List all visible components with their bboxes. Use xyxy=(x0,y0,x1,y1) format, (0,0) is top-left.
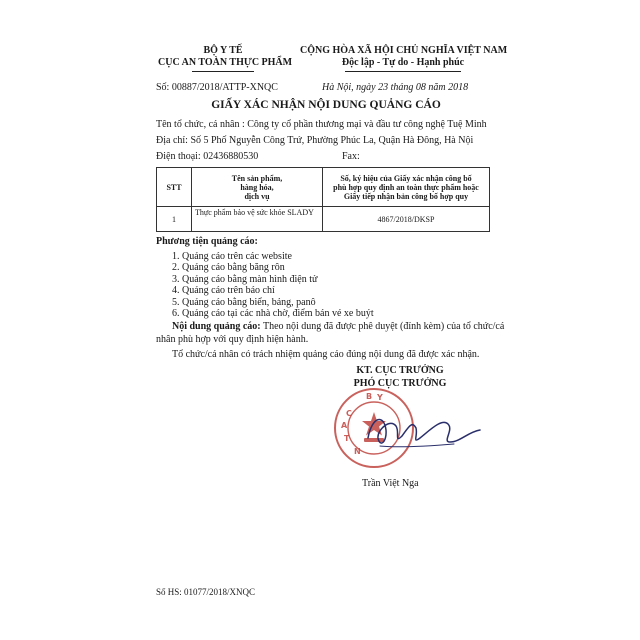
list-item: 4. Quảng cáo trên báo chí xyxy=(172,285,275,297)
svg-text:B: B xyxy=(366,392,373,401)
col-product-line3: dịch vụ xyxy=(244,191,270,201)
media-heading: Phương tiện quảng cáo: xyxy=(156,236,258,247)
col-product xyxy=(192,168,323,207)
list-item: 2. Quảng cáo bằng băng rôn xyxy=(172,262,285,274)
row-certificate: 4867/2018/DKSP xyxy=(323,207,490,232)
dossier-number: Số HS: 01077/2018/XNQC xyxy=(156,587,256,597)
org-address-line xyxy=(156,135,473,147)
product-table xyxy=(156,167,490,232)
svg-text:N: N xyxy=(354,447,361,456)
ministry-name: BỘ Y TẾ xyxy=(203,45,243,56)
svg-text:T: T xyxy=(344,434,350,443)
signatory-position: PHÓ CỤC TRƯỞNG xyxy=(353,378,447,389)
agency-underline xyxy=(192,71,254,72)
signature-scribble xyxy=(350,408,490,454)
responsibility-note: Tổ chức/cá nhân có trách nhiệm quảng cáo đúng nội dung đã được xác nhận. xyxy=(172,349,480,360)
content-label: Nội dung quảng cáo: xyxy=(172,321,261,332)
svg-text:C: C xyxy=(346,409,352,418)
content-line2: nhân phù hợp với quy định hiện hành. xyxy=(156,334,309,345)
org-name-line xyxy=(156,119,487,131)
svg-text:Y: Y xyxy=(377,393,383,402)
content-text: Theo nội dung đã được phê duyệt (đính kèm) của tổ chức/cá xyxy=(260,321,505,332)
list-item: 5. Quảng cáo bằng biển, bảng, panô xyxy=(172,296,316,308)
col-cert-line1: Số, ký hiệu của Giấy xác nhận công bố xyxy=(340,173,472,183)
col-cert-line3: Giấy tiếp nhận bản công bố hợp quy xyxy=(343,191,469,201)
motto-underline xyxy=(345,71,461,72)
national-motto: Độc lập - Tự do - Hạnh phúc xyxy=(341,57,465,68)
agency-name: CỤC AN TOÀN THỰC PHẨM xyxy=(158,57,293,68)
list-item: 1. Quảng cáo trên các website xyxy=(172,251,292,262)
signatory-title: KT. CỤC TRƯỞNG xyxy=(356,365,444,376)
issue-date: Hà Nội, ngày 23 tháng 08 năm 2018 xyxy=(322,82,469,93)
list-item: 3. Quảng cáo bằng màn hình điện tử xyxy=(172,273,318,285)
col-product-line1: Tên sản phẩm, xyxy=(231,173,283,183)
document-number: Số: 00887/2018/ATTP-XNQC xyxy=(156,82,278,93)
row-product: Thực phẩm bảo vệ sức khỏe SLADY xyxy=(192,207,323,232)
content-line1 xyxy=(172,321,504,333)
row-stt: 1 xyxy=(157,207,192,232)
org-name-label: Tên tổ chức, cá nhân : xyxy=(156,119,248,130)
org-phone-line xyxy=(156,151,258,163)
org-address-label: Địa chỉ: xyxy=(156,135,191,146)
org-name-value: Công ty cổ phần thương mại và đầu tư công nghệ Tuệ Minh xyxy=(247,119,487,130)
col-stt: STT xyxy=(157,168,192,207)
signatory-name: Trần Việt Nga xyxy=(362,478,419,489)
table-header-row xyxy=(157,168,490,207)
org-phone-value: 02436880530 xyxy=(203,151,259,162)
table-row xyxy=(157,207,490,232)
col-cert-line2: phù hợp quy định an toàn thực phẩm hoặc xyxy=(333,182,479,192)
col-product-line2: hàng hóa, xyxy=(240,182,274,192)
org-fax-label: Fax: xyxy=(342,151,360,162)
col-certificate xyxy=(323,168,490,207)
svg-text:A: A xyxy=(341,421,348,430)
org-address-value: Số 5 Phố Nguyễn Công Trứ, Phường Phúc La, Quận Hà Đông, Hà Nội xyxy=(190,135,474,146)
list-item: 6. Quảng cáo tại các nhà chờ, điểm bán vé xe buýt xyxy=(172,308,374,320)
republic-name: CỘNG HÒA XÃ HỘI CHỦ NGHĨA VIỆT NAM xyxy=(300,45,508,56)
org-phone-label: Điện thoại: xyxy=(156,151,204,162)
media-list xyxy=(172,251,374,319)
document-title: GIẤY XÁC NHẬN NỘI DUNG QUẢNG CÁO xyxy=(211,99,441,111)
